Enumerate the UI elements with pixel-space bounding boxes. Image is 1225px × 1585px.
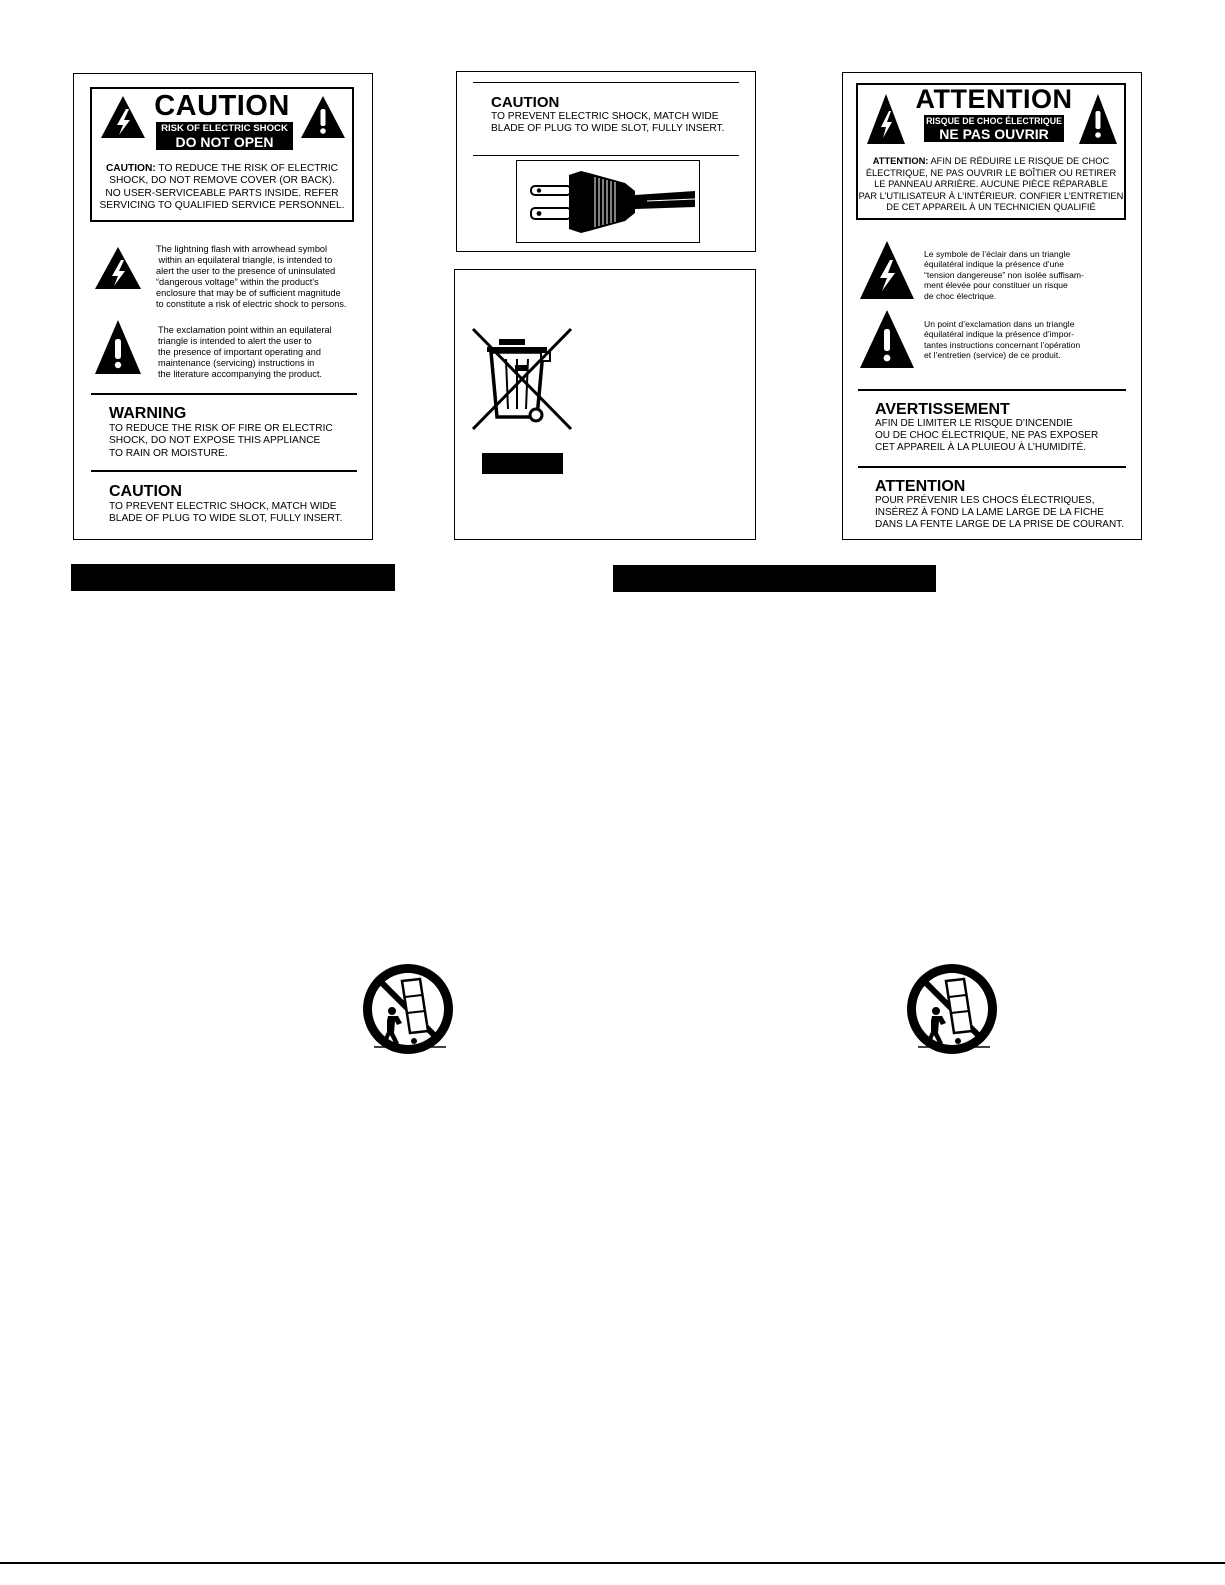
section-title-bar-right	[613, 565, 936, 592]
exclamation-triangle-icon	[1078, 93, 1118, 150]
divider	[473, 155, 739, 156]
crossed-out-wheelie-bin-icon	[469, 325, 575, 440]
lightning-description	[156, 244, 366, 310]
text-line: POUR PRÉVENIR LES CHOCS ÉLECTRIQUES,	[875, 495, 1095, 506]
caution-lead: CAUTION:	[105, 163, 156, 174]
text-line: équilatéral indique la présence d’impor-	[924, 329, 1075, 340]
divider	[858, 466, 1126, 468]
avertissement-heading: AVERTISSEMENT	[875, 401, 1010, 418]
divider	[91, 393, 357, 395]
text-line: within an equilateral triangle, is intended to	[156, 255, 333, 265]
risk-label: RISK OF ELECTRIC SHOCK	[156, 122, 293, 135]
text-line: TO PREVENT ELECTRIC SHOCK, MATCH WIDE	[109, 501, 337, 512]
caution-heading: CAUTION	[109, 483, 182, 500]
body-line: SHOCK, DO NOT REMOVE COVER (OR BACK).	[109, 175, 335, 187]
exclamation-description	[158, 325, 363, 380]
text-line: AFIN DE LIMITER LE RISQUE D’INCENDIE	[875, 418, 1073, 429]
lightning-triangle-icon	[866, 93, 906, 150]
text-line: alert the user to the presence of uninsulated	[156, 266, 336, 276]
warning-heading: WARNING	[109, 405, 187, 422]
text-line: TO PREVENT ELECTRIC SHOCK, MATCH WIDE	[491, 111, 719, 122]
exclamation-description-fr	[924, 319, 1129, 361]
text-line: the presence of important operating and	[158, 347, 321, 357]
safety-panel-french	[842, 72, 1142, 540]
plug-caution-section	[109, 484, 359, 526]
attention-title: ATTENTION	[915, 84, 1073, 114]
text-line: ment élevée pour constituer un risque	[924, 280, 1068, 291]
text-line: the literature accompanying the product.	[158, 369, 322, 379]
text-line: TO RAIN OR MOISTURE.	[109, 447, 228, 459]
text-line: équilatéral indique la présence d’une	[924, 259, 1064, 270]
avertissement-section	[875, 402, 1130, 454]
text-line: tantes instructions concernant l’opération	[924, 339, 1081, 350]
body-line: NO USER-SERVICEABLE PARTS INSIDE. REFER	[105, 187, 339, 199]
text-line: de choc électrique.	[924, 290, 997, 301]
text-line: The exclamation point within an equilateral	[158, 325, 332, 335]
body-line: TO REDUCE THE RISK OF ELECTRIC	[158, 163, 339, 174]
exclamation-triangle-icon	[859, 309, 915, 374]
text-line: triangle is intended to alert the user to	[158, 336, 312, 346]
text-line: maintenance (servicing) instructions in	[158, 358, 315, 368]
text-line: OU DE CHOC ÉLECTRIQUE, NE PAS EXPOSER	[875, 430, 1099, 441]
text-line: INSÉREZ À FOND LA LAME LARGE DE LA FICHE	[875, 507, 1104, 518]
divider	[91, 470, 357, 472]
body-line: AFIN DE RÉDUIRE LE RISQUE DE CHOC	[930, 156, 1110, 166]
polarized-plug-icon	[516, 160, 700, 243]
attention-plug-section	[875, 479, 1137, 531]
lightning-triangle-icon	[100, 95, 146, 144]
lightning-description-fr	[924, 249, 1124, 301]
text-line: TO REDUCE THE RISK OF FIRE OR ELECTRIC	[109, 423, 333, 434]
attention-heading: ATTENTION	[875, 478, 966, 495]
safety-panel-english	[73, 73, 373, 540]
portable-cart-warning-icon	[906, 963, 998, 1060]
divider	[858, 389, 1126, 391]
page-bottom-rule	[0, 1562, 1225, 1564]
exclamation-triangle-icon	[300, 95, 346, 144]
weee-panel	[454, 269, 756, 540]
text-line: to constitute a risk of electric shock to persons.	[156, 299, 347, 309]
body-line: SERVICING TO QUALIFIED SERVICE PERSONNEL.	[99, 200, 345, 212]
text-line: Un point d’exclamation dans un triangle	[924, 319, 1075, 329]
weee-black-bar	[482, 453, 563, 474]
lightning-triangle-icon	[94, 246, 142, 295]
plug-caution-text	[491, 95, 741, 136]
caution-heading: CAUTION	[491, 94, 560, 111]
text-line: BLADE OF PLUG TO WIDE SLOT, FULLY INSERT.	[109, 513, 343, 525]
ne-pas-ouvrir-label: NE PAS OUVRIR	[924, 127, 1064, 142]
text-line: “tension dangereuse” non isolée suffisam-	[924, 269, 1084, 280]
portable-cart-warning-icon	[362, 963, 454, 1060]
lightning-triangle-icon	[859, 240, 915, 305]
text-line: et l’entretien (service) de ce produit.	[924, 350, 1061, 361]
risque-label: RISQUE DE CHOC ÉLECTRIQUE	[924, 115, 1064, 127]
body-line: PAR L’UTILISATEUR À L’INTÉRIEUR. CONFIER L’ENTRETIEN	[858, 190, 1124, 201]
do-not-open-label: DO NOT OPEN	[156, 135, 293, 150]
attention-lead: ATTENTION:	[872, 156, 929, 166]
caution-title: CAUTION	[154, 90, 290, 122]
body-line: LE PANNEAU ARRIÈRE. AUCUNE PIÈCE RÉPARABLE	[874, 179, 1108, 190]
body-line: ÉLECTRIQUE, NE PAS OUVRIR LE BOÎTIER OU RETIRER	[865, 167, 1117, 178]
attention-header-box	[856, 83, 1126, 220]
text-line: CET APPAREIL À LA PLUIEOU À L’HUMIDITÉ.	[875, 442, 1086, 453]
text-line: SHOCK, DO NOT EXPOSE THIS APPLIANCE	[109, 435, 321, 447]
text-line: Le symbole de l’éclair dans un triangle	[924, 249, 1071, 259]
section-title-bar-left	[71, 564, 395, 591]
text-line: “dangerous voltage” within the product’s	[156, 277, 319, 287]
text-line: enclosure that may be of sufficient magnitude	[156, 288, 341, 298]
warning-section	[109, 406, 354, 460]
caution-body	[94, 163, 350, 213]
text-line: DANS LA FENTE LARGE DE LA PRISE DE COURANT.	[875, 519, 1124, 530]
body-line: DE CET APPAREIL À UN TECHNICIEN QUALIFIÉ	[886, 202, 1096, 213]
attention-body	[856, 156, 1126, 214]
text-line: BLADE OF PLUG TO WIDE SLOT, FULLY INSERT.	[491, 123, 725, 135]
text-line: The lightning flash with arrowhead symbol	[156, 244, 328, 254]
divider	[473, 82, 739, 83]
caution-header-box	[90, 87, 354, 222]
exclamation-triangle-icon	[94, 319, 142, 380]
plug-caution-panel	[456, 71, 756, 252]
